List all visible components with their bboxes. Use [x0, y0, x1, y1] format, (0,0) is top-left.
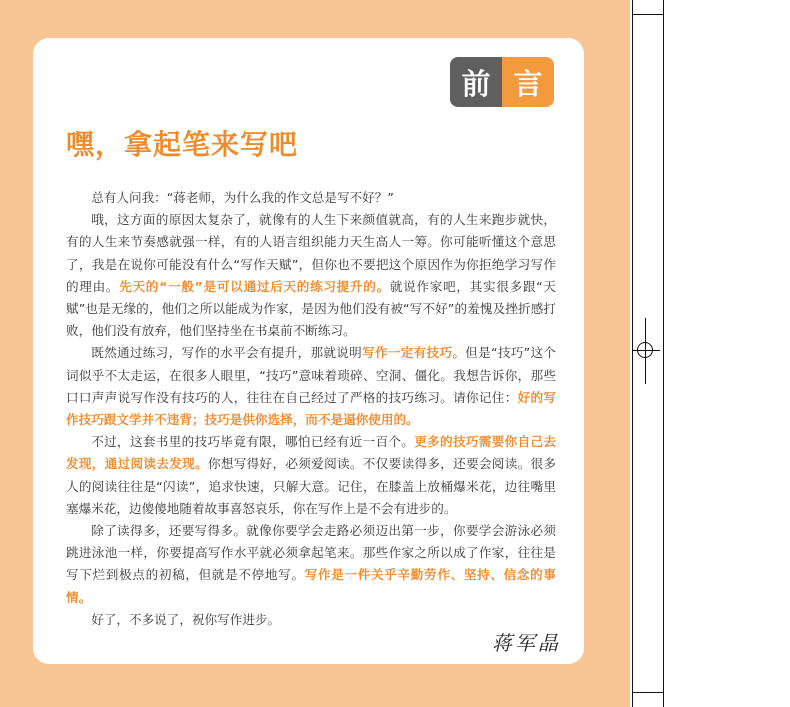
paragraph: [66, 431, 556, 520]
highlighted-text: 写作是一件关乎辛勤劳作、坚持、信念的事情。: [66, 567, 557, 605]
paragraph-text: 好了，不多说了，祝你写作进步。: [91, 611, 281, 627]
paragraph: [66, 609, 556, 631]
trim-mark-bottom-horizontal: [632, 692, 664, 693]
paragraph: [66, 209, 556, 342]
print-margin: [630, 0, 790, 707]
trim-mark-top-horizontal: [632, 14, 664, 15]
highlighted-text: 好的写作技巧跟文学并不违背；技巧是供你选择，而不是逼你使用的。: [66, 389, 557, 428]
paragraph-text: 不过，这套书里的技巧毕竟有限，哪怕已经有近一百个。: [91, 434, 415, 450]
badge-char-1: 前: [450, 57, 502, 107]
highlighted-text: 更多的技巧需要你自己去发现，通过阅读去发现。: [66, 434, 557, 472]
badge-char-2: 言: [502, 57, 554, 107]
paragraph: [66, 187, 556, 209]
highlighted-text: 写作一定有技巧: [362, 345, 453, 361]
author-signature: 蒋军晶: [492, 631, 561, 655]
paragraph-text: 就说作家吧，其实很多跟“天赋”也是无缘的，他们之所以能成为作家，是因为他们没有被“写不好”的羞愧及挫折感打败，他们没有放弃，他们坚持坐在书桌前不断练习。: [66, 278, 556, 339]
paragraph-text: 。但是“技巧”这个词似乎不太走运，在很多人眼里，“技巧”意味着琐碎、空洞、僵化。我想告诉你，那些口口声声说写作没有技巧的人，往往在自己经过了严格的技巧练习。请你记住：: [66, 345, 557, 405]
paragraph: [66, 520, 556, 609]
paragraph-text: 哦，这方面的原因太复杂了，就像有的人生下来颜值就高，有的人生来跑步就快，有的人生来节奏感就强一样，有的人语言组织能力天生高人一筹。你可能听懂这个意思了，我是在说你可能没有什么“写作天赋”，但你也不要把这个原因作为你拒绝学习写作的理由。: [66, 212, 556, 294]
registration-mark-circle: [637, 342, 653, 358]
paragraph: [66, 342, 556, 431]
trim-mark-vertical-inner: [632, 0, 633, 707]
paragraph-text: 除了读得多，还要写得多。就像你要学会走路必须迈出第一步，你要学会游泳必须跳进泳池一样，你要提高写作水平就必须拿起笔来。那些作家之所以成了作家，往往是写下烂到极点的初稿，但就是不停地写。: [66, 523, 556, 583]
trim-mark-vertical-outer: [663, 0, 664, 707]
paragraph-text: 你想写得好，必须爱阅读。不仅要读得多，还要会阅读。很多人的阅读往往是“闪读”，追求快速，只解大意。记住，在膝盖上放桶爆米花，边往嘴里塞爆米花，边傻傻地随着故事喜怒哀乐，你在写作上是不会有进步的。: [66, 456, 557, 516]
paragraph-text: 既然通过练习，写作的水平会有提升，那就说明: [91, 345, 363, 361]
highlighted-text: 先天的“一般”是可以通过后天的练习提升的。: [119, 278, 390, 294]
paragraph-text: 总有人问我：“蒋老师，为什么我的作文总是写不好？”: [91, 190, 394, 205]
page-title: 嘿，拿起笔来写吧: [66, 128, 299, 161]
preface-badge: [450, 57, 554, 107]
body-text: [66, 187, 556, 631]
